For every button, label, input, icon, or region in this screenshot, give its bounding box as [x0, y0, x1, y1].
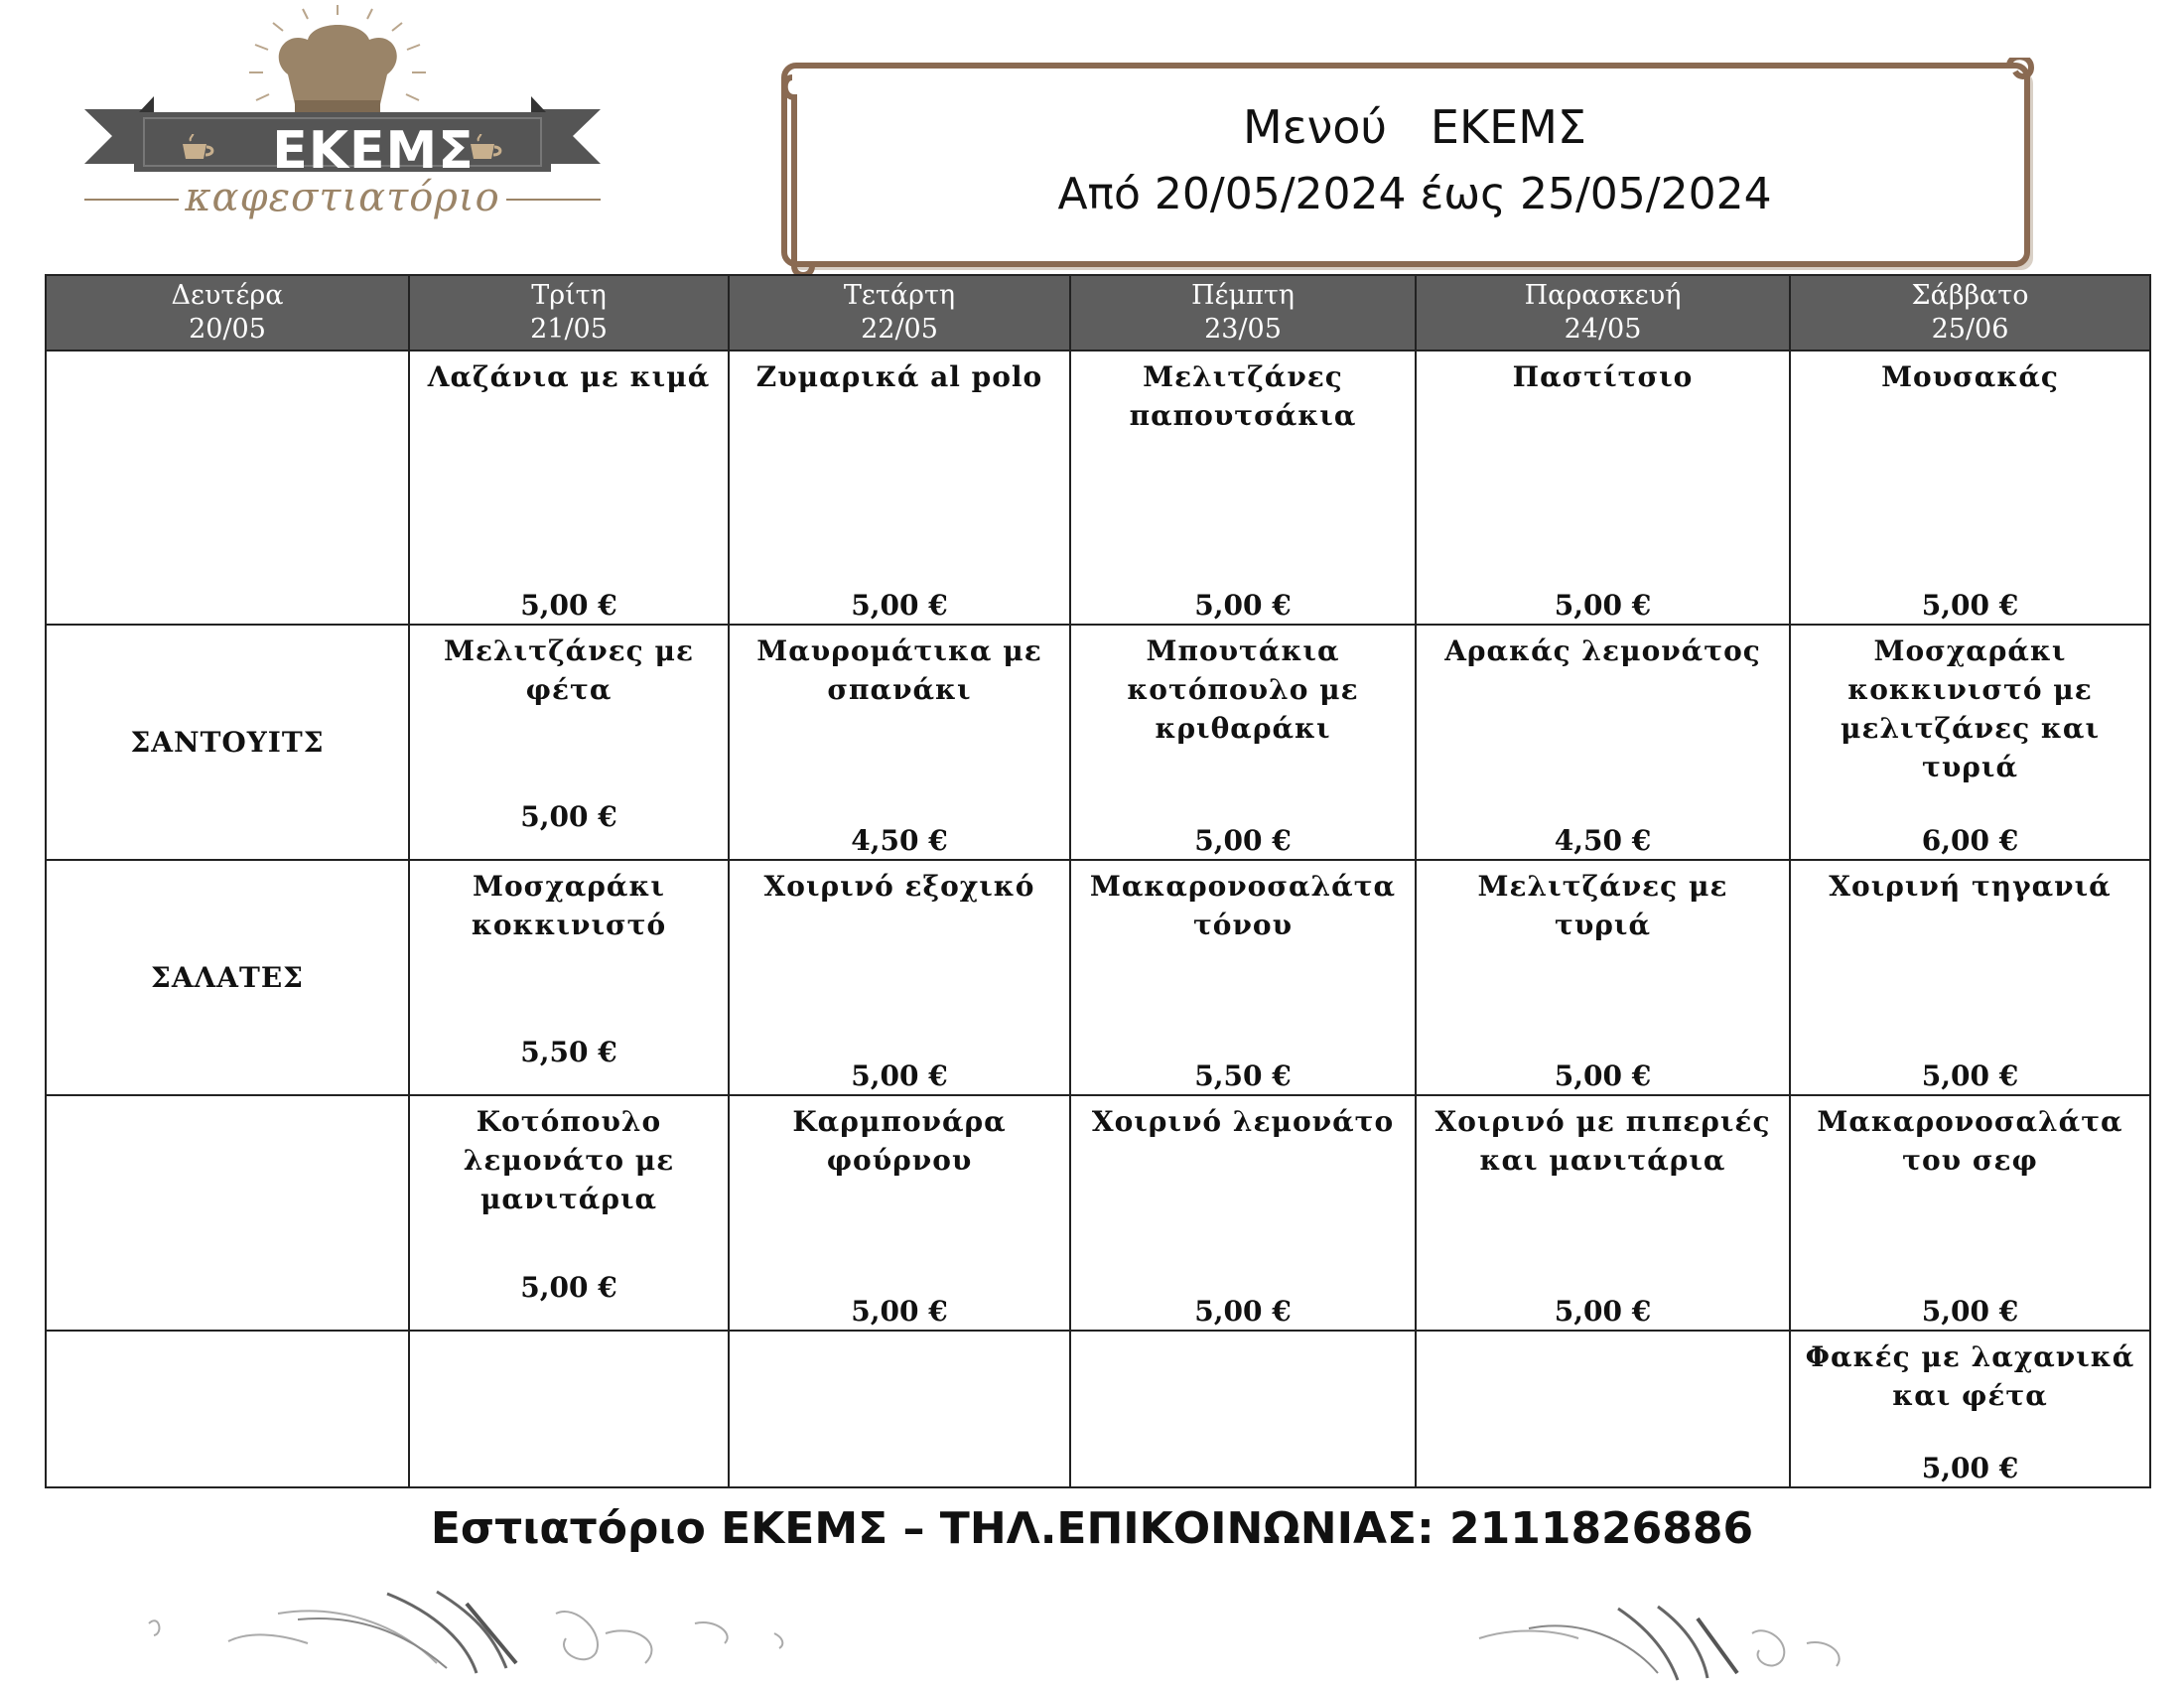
- dish-cell: Μελιτζάνες παπουτσάκια 5,00 €: [1070, 351, 1416, 625]
- day-header: Πέμπτη 23/05: [1070, 275, 1416, 351]
- dish-cell: Μοσχαράκι κοκκινιστό 5,50 €: [409, 860, 729, 1095]
- dish-cell: Λαζάνια με κιμά 5,00 €: [409, 351, 729, 625]
- dish-cell: Καρμπονάρα φούρνου 5,00 €: [729, 1095, 1070, 1331]
- logo: [84, 5, 601, 233]
- category-cell: [46, 351, 409, 625]
- table-row: [46, 860, 2150, 1095]
- dish-cell: Μελιτζάνες με τυριά 5,00 €: [1416, 860, 1790, 1095]
- day-header: Δευτέρα 20/05: [46, 275, 409, 351]
- dish-cell: Μακαρονοσαλάτα του σεφ 5,00 €: [1790, 1095, 2150, 1331]
- day-header: Σάββατο 25/06: [1790, 275, 2150, 351]
- dish-cell: Μακαρονοσαλάτα τόνου 5,50 €: [1070, 860, 1416, 1095]
- dish-cell: Μουσακάς 5,00 €: [1790, 351, 2150, 625]
- dish-cell: Μοσχαράκι κοκκινιστό με μελιτζάνες και τυριά 6,00 €: [1790, 625, 2150, 860]
- table-row: [46, 1331, 2150, 1487]
- dish-cell: Φακές με λαχανικά και φέτα 5,00 €: [1790, 1331, 2150, 1487]
- footer-contact: Εστιατόριο ΕΚΕΜΣ – ΤΗΛ.ΕΠΙΚΟΙΝΩΝΙΑΣ: 2111826886: [430, 1503, 1754, 1554]
- dish-cell: Χοιρινό εξοχικό 5,00 €: [729, 860, 1070, 1095]
- day-header: Τετάρτη 22/05: [729, 275, 1070, 351]
- dish-cell: Χοιρινή τηγανιά 5,00 €: [1790, 860, 2150, 1095]
- dish-cell: Χοιρινό με πιπεριές και μανιτάρια 5,00 €: [1416, 1095, 1790, 1331]
- dish-cell: Χοιρινό λεμονάτο 5,00 €: [1070, 1095, 1416, 1331]
- dish-cell: Ζυμαρικά al polo 5,00 €: [729, 351, 1070, 625]
- dish-cell: [409, 1331, 729, 1487]
- dish-cell: Αρακάς λεμονάτος 4,50 €: [1416, 625, 1790, 860]
- category-cell: ΣΑΛΑΤΕΣ: [46, 860, 409, 1095]
- date-range: Από 20/05/2024 έως 25/05/2024: [1057, 169, 1772, 219]
- dish-cell: [729, 1331, 1070, 1487]
- fork-knife-swirl-icon: [139, 1584, 814, 1683]
- fork-knife-swirl-icon: [1469, 1599, 1886, 1688]
- table-row: [46, 625, 2150, 860]
- weekly-menu-table: [45, 274, 2151, 1488]
- category-cell: ΣΑΝΤΟΥΙΤΣ: [46, 625, 409, 860]
- table-row: [46, 351, 2150, 625]
- dish-cell: Κοτόπουλο λεμονάτο με μανιτάρια 5,00 €: [409, 1095, 729, 1331]
- logo-subtitle: καφεστιατόριο: [185, 175, 500, 220]
- title-banner: [774, 58, 2045, 281]
- category-cell: [46, 1095, 409, 1331]
- table-row: [46, 1095, 2150, 1331]
- dish-cell: Μπουτάκια κοτόπουλο με κριθαράκι 5,00 €: [1070, 625, 1416, 860]
- coffee-cup-icon: [179, 134, 218, 164]
- dish-cell: Μαυρομάτικα με σπανάκι 4,50 €: [729, 625, 1070, 860]
- category-cell: [46, 1331, 409, 1487]
- menu-title: Μενού ΕΚΕΜΣ: [1243, 100, 1586, 154]
- dish-cell: Μελιτζάνες με φέτα 5,00 €: [409, 625, 729, 860]
- day-header: Τρίτη 21/05: [409, 275, 729, 351]
- dish-cell: [1416, 1331, 1790, 1487]
- day-header: Παρασκευή 24/05: [1416, 275, 1790, 351]
- header-row: [46, 275, 2150, 351]
- dish-cell: [1070, 1331, 1416, 1487]
- logo-name: ΕΚΕΜΣ: [272, 121, 475, 181]
- dish-cell: Παστίτσιο 5,00 €: [1416, 351, 1790, 625]
